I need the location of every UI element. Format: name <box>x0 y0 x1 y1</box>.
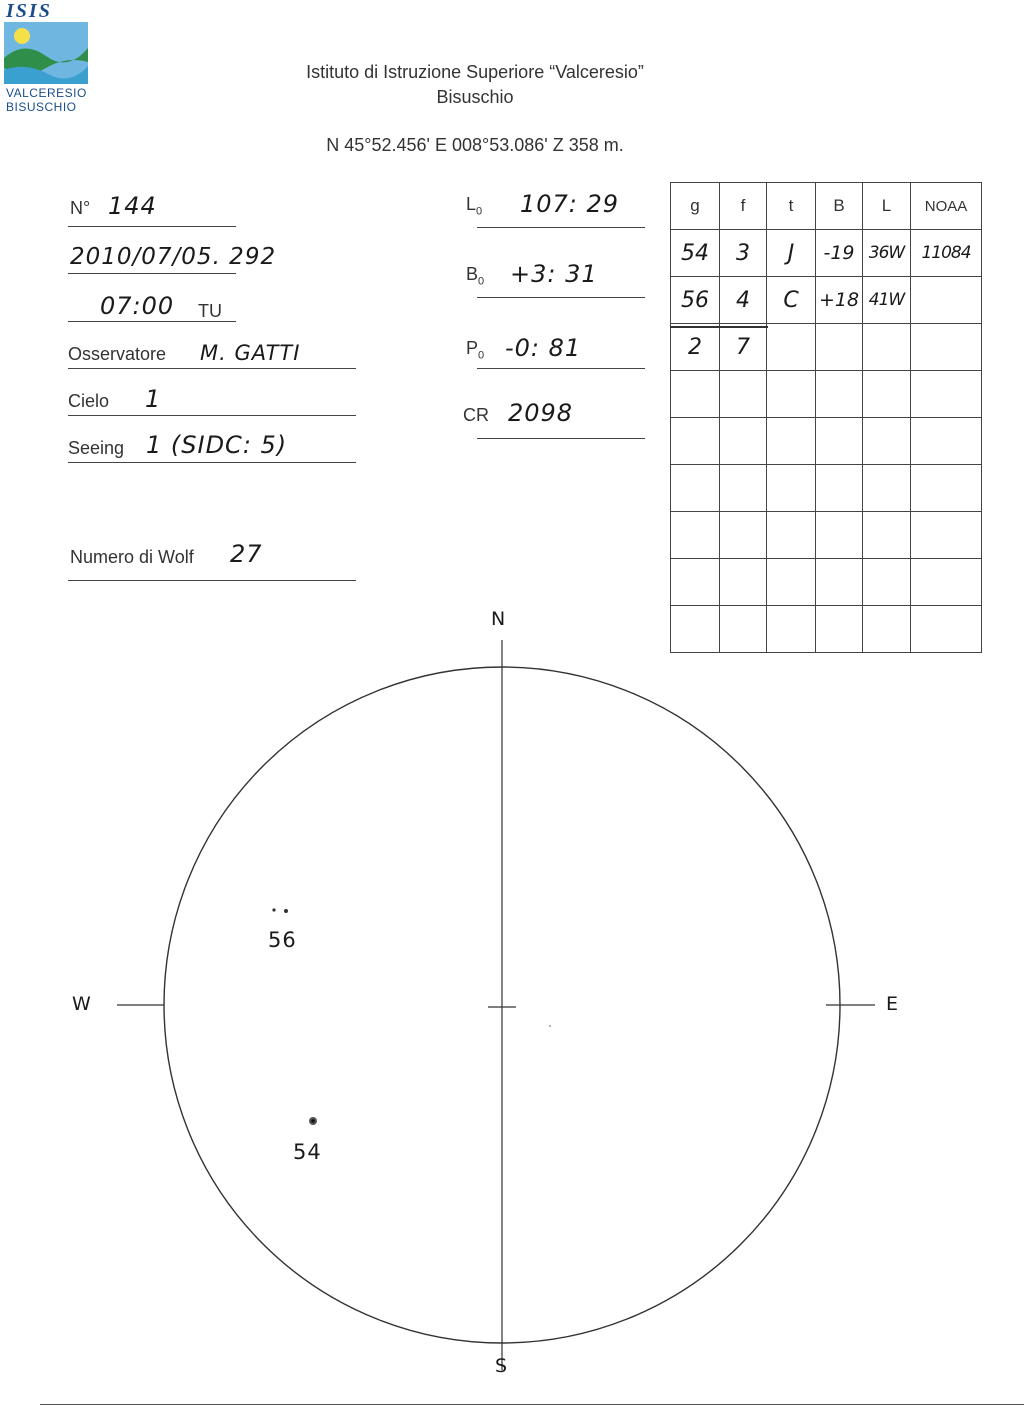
sunspot-group-table <box>670 182 982 653</box>
date-underline <box>68 273 236 274</box>
number-label: N° <box>70 198 91 218</box>
b0-label: $B_0$ <box>466 264 485 288</box>
table-header-cell: L <box>863 183 911 230</box>
table-cell <box>911 465 982 512</box>
table-row <box>671 512 982 559</box>
table-header-cell: g <box>671 183 720 230</box>
table-row <box>671 277 982 324</box>
table-cell <box>816 371 863 418</box>
table-cell <box>720 418 767 465</box>
b0-underline <box>477 297 645 298</box>
sky-value: 1 <box>145 385 162 413</box>
p0-label: $P_0$ <box>466 338 485 362</box>
l0-value: 107: 29 <box>520 190 620 218</box>
south-label: S <box>495 1355 509 1377</box>
west-label: W <box>72 993 92 1015</box>
paper-speck <box>549 1025 551 1027</box>
table-cell <box>816 512 863 559</box>
observer-underline <box>68 368 356 369</box>
table-cell: -19 <box>816 230 863 277</box>
observer-label: Osservatore <box>68 344 167 364</box>
p0-value: -0: 81 <box>505 334 582 362</box>
school-logo <box>0 0 92 115</box>
table-cell <box>767 418 816 465</box>
table-cell <box>671 371 720 418</box>
logo-wordmark: ISIS <box>6 0 52 22</box>
sky-underline <box>68 415 356 416</box>
table-row <box>671 418 982 465</box>
table-header-cell: t <box>767 183 816 230</box>
observer-value: M. GATTI <box>200 341 301 365</box>
seeing-value: 1 (SIDC: 5) <box>146 431 288 459</box>
table-cell <box>767 465 816 512</box>
sunspot-dot <box>272 908 275 911</box>
table-cell <box>720 512 767 559</box>
time-suffix: TU <box>198 301 222 321</box>
number-underline <box>68 226 236 227</box>
table-cell <box>911 371 982 418</box>
sunspot-dot <box>284 909 288 913</box>
table-cell <box>863 324 911 371</box>
table-cell <box>911 324 982 371</box>
table-cell: 7 <box>720 324 767 371</box>
table-cell <box>911 559 982 606</box>
table-cell: 2 <box>671 324 720 371</box>
table-row <box>671 465 982 512</box>
wolf-label: Numero di Wolf <box>70 547 194 567</box>
table-cell <box>767 371 816 418</box>
table-cell <box>671 559 720 606</box>
table-cell: J <box>767 230 816 277</box>
logo-text-line1: VALCERESIO <box>6 86 87 100</box>
cr-underline <box>477 438 645 439</box>
date-value: 2010/07/05. 292 <box>70 244 277 270</box>
b0-value: +3: 31 <box>510 260 598 288</box>
table-row <box>671 324 982 371</box>
time-value: 07:00 <box>100 292 175 320</box>
table-cell: 11084 <box>911 230 982 277</box>
table-cell <box>671 418 720 465</box>
table-row <box>671 230 982 277</box>
cr-label: CR <box>463 405 489 425</box>
seeing-underline <box>68 462 356 463</box>
p0-underline <box>477 368 645 369</box>
solar-disk-drawing <box>60 600 960 1390</box>
table-cell <box>767 512 816 559</box>
group-label-56: 56 <box>268 928 297 952</box>
table-header-cell: f <box>720 183 767 230</box>
wolf-value: 27 <box>230 540 263 568</box>
table-cell <box>767 559 816 606</box>
table-cell: 36W <box>863 230 911 277</box>
table-cell: 41W <box>863 277 911 324</box>
table-cell <box>863 371 911 418</box>
table-cell <box>911 418 982 465</box>
group-label-54: 54 <box>293 1140 322 1164</box>
table-cell: 4 <box>720 277 767 324</box>
l0-underline <box>477 227 645 228</box>
sunspot-dot <box>311 1119 315 1123</box>
table-row <box>671 371 982 418</box>
institute-town: Bisuschio <box>436 87 514 107</box>
wolf-underline <box>68 580 356 581</box>
table-header-cell: NOAA <box>911 183 982 230</box>
site-coordinates: N 45°52.456' E 008°53.086' Z 358 m. <box>326 135 624 155</box>
table-header-row <box>671 183 982 230</box>
table-cell: 56 <box>671 277 720 324</box>
table-cell <box>816 559 863 606</box>
time-underline <box>68 321 236 322</box>
table-cell <box>720 465 767 512</box>
table-cell <box>863 512 911 559</box>
table-cell: 54 <box>671 230 720 277</box>
table-cell <box>863 418 911 465</box>
page-bottom-edge <box>40 1404 1024 1405</box>
table-cell <box>911 512 982 559</box>
logo-text-line2: BISUSCHIO <box>6 100 77 114</box>
table-cell <box>671 512 720 559</box>
sky-label: Cielo <box>68 391 110 411</box>
institute-name: Istituto di Istruzione Superiore “Valceresio” <box>306 62 644 82</box>
table-cell <box>816 418 863 465</box>
table-row <box>671 559 982 606</box>
seeing-label: Seeing <box>68 438 125 458</box>
number-value: 144 <box>108 192 157 220</box>
group-total-separator <box>670 326 768 328</box>
table-cell <box>816 465 863 512</box>
table-cell: +18 <box>816 277 863 324</box>
l0-label: $L_0$ <box>466 194 483 218</box>
cr-value: 2098 <box>508 399 574 427</box>
table-cell <box>767 324 816 371</box>
east-label: E <box>886 993 900 1015</box>
table-cell <box>671 465 720 512</box>
table-cell: 3 <box>720 230 767 277</box>
table-cell <box>816 324 863 371</box>
logo-emblem <box>4 22 88 84</box>
table-cell <box>863 465 911 512</box>
table-header-cell: B <box>816 183 863 230</box>
table-cell <box>720 371 767 418</box>
table-cell <box>720 559 767 606</box>
table-cell <box>863 559 911 606</box>
table-cell <box>911 277 982 324</box>
north-label: N <box>491 608 507 630</box>
table-cell: C <box>767 277 816 324</box>
